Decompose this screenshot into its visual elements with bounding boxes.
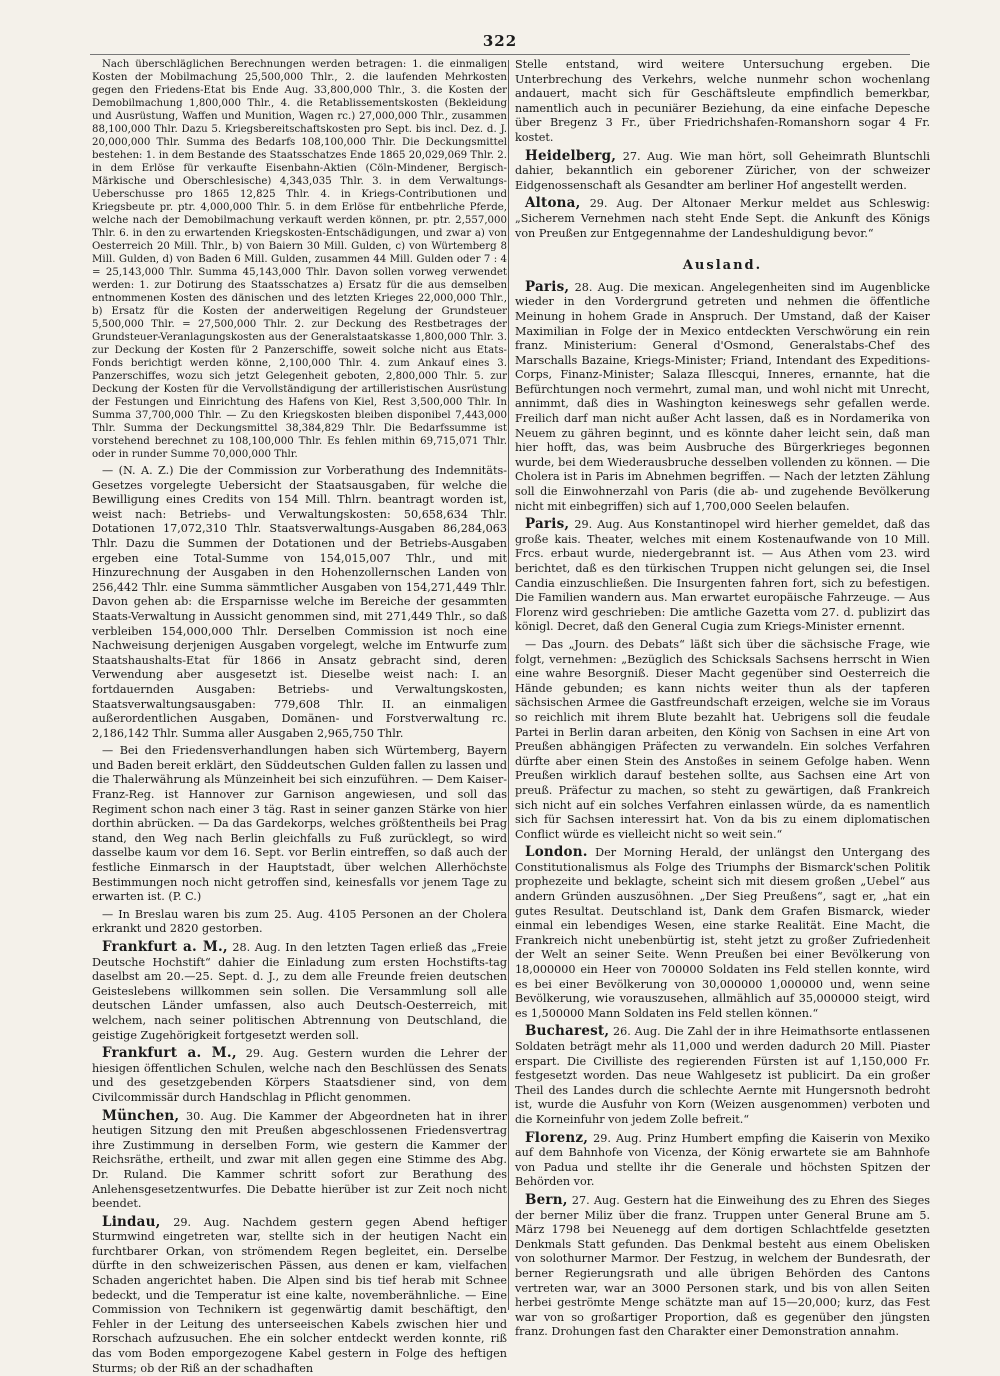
dateline-place: London. (525, 844, 588, 861)
article-text: 27. Aug. Gestern hat die Einweihung des zu Ehren des Sieges der berner Miliz über die franz. Truppen unter General Brune am 5. März 1798 bei Neuenegg auf dem dortigen Schlachtfelde gesetzten Denkmals Statt gefunden. Das Denkmal besteht aus einem Obelisken von solothurner Marmor. Der Festzug, in welchem der Bundesrath, der berner Regierungsrath und alle übrigen Behörden des Cantons vertreten war, war an 3000 Personen stark, und bis von allen Seiten herbei geströmte Menge schätzte man auf 15—20,000; kurz, das Fest war von so großartiger Proportion, daß es gegenüber den jüngsten franz. Drohungen fast den Charakter einer Demonstration annahm. (515, 1193, 930, 1339)
article-text: 30. Aug. Die Kammer der Abgeordneten hat in ihrer heutigen Sitzung den mit Preußen abgeschlossenen Friedensvertrag ihre Zustimmung in derselben Form, wie gestern die Kammer der Reichsräthe, ertheilt, und zwar mit allen gegen eine Stimme des Abg. Dr. Ruland. Die Kammer schritt sofort zur Berathung des Anlehensgesetzentwurfes. Die Debatte hierüber ist zur Zeit noch nicht beendet. (92, 1109, 507, 1211)
article-paragraph (515, 280, 930, 515)
article-paragraph (515, 845, 930, 1021)
article-text: 28. Aug. Die mexican. Angelegenheiten sind im Augenblicke wieder in den Vordergrund getreten und nehmen die öffentliche Meinung in hohem Grade in Anspruch. Der Umstand, daß der Kaiser Maximilian in Folge der in Mexico entdeckten Verschwörung ein rein franz. Ministerium: General d'Osmond, Generalstabs-Chef des Marschalls Bazaine, Kriegs-Minister; Friand, Intendant des Expeditions-Corps, Finanz-Minister; Salaza Illescqui, Inneres, ernannte, hat die Befürchtungen noch vermehrt, zumal man, und wohl nicht mit Unrecht, annimmt, daß dies in Washington keineswegs sehr gefallen werde. Freilich darf man nicht außer Acht lassen, daß es in Nordamerika von Neuem zu gähren beginnt, und es könnte daher leicht sein, daß man hier hofft, das, was beim Ausbruche des Bürgerkrieges begonnen wurde, bei dem Wiederausbruche desselben vollenden zu können. — Die Cholera ist in Paris im Abnehmen begriffen. — Nach der letzten Zählung soll die Einwohnerzahl von Paris (die ab- und zugehende Bevölkerung nicht mit einbegriffen) sich auf 1,700,000 Seelen belaufen. (515, 280, 930, 513)
article-paragraph (92, 1109, 507, 1212)
right-column-bottom (515, 280, 930, 1340)
article-text: 29. Aug. Nachdem gestern gegen Abend heftiger Sturmwind eingetreten war, stellte sich in der heutigen Nacht ein furchtbarer Orkan, von strömendem Regen begleitet, ein. Derselbe dürfte in den schweizerischen Pässen, aus denen er kam, vielfachen Schaden angerichtet haben. Die Alpen sind bis tief herab mit Schnee bedeckt, und die Temperatur ist eine kalte, novemberähnliche. — Eine Commission von Technikern ist gegenwärtig damit beschäftigt, den Fehler in der Leitung des unterseeischen Kabels zwischen hier und Rorschach aufzusuchen. Ehe ein solcher entdeckt werden konnte, riß das vom Boden emporgezogene Kabel gestern in Folge des heftigen Sturms; ob der Riß an der schadhaften (92, 1215, 507, 1375)
right-column-top (515, 58, 930, 241)
section-title-ausland: Ausland. (682, 258, 763, 274)
article-paragraph (92, 1046, 507, 1105)
dateline-place: Frankfurt a. M., (102, 939, 228, 955)
article-paragraph (515, 1193, 930, 1340)
dateline-place: Altona, (525, 195, 581, 212)
dateline-place: Heidelberg, (525, 147, 617, 164)
article-paragraph (92, 908, 507, 937)
article-text: 27. Aug. Wie man hört, soll Geheimrath Bluntschli dahier, bekanntlich ein geborener Züricher, von der schweizer Eidgenossenschaft als Gesandter am berliner Hof angestellt werden. (515, 149, 930, 192)
article-paragraph (515, 517, 930, 635)
article-text: Nach überschläglichen Berechnungen werden betragen: 1. die einmaligen Kosten der Mobilmachung 25,500,000 Thlr., 2. die laufenden Mehrkosten gegen den Friedens-Etat bis Ende Aug. 33,800,000 Thlr., 3. die Kosten der Demobilmachung 1,800,000 Thlr., 4. die Retablissementskosten (Bekleidung und Ausrüstung, Waffen und Munition, Wagen rc.) 27,000,000 Thlr., zusammen 88,100,000 Thlr. Dazu 5. Kriegsbereitschaftskosten pro Sept. bis incl. Dez. d. J. 20,000,000 Thlr. Summa des Bedarfs 108,100,000 Thlr. Die Deckungsmittel bestehen: 1. in dem Bestande des Staatsschatzes Ende 1865 20,029,069 Thlr. 2. in dem Erlöse für verkaufte Eisenbahn-Aktien (Cöln-Mindener, Bergisch-Märkische und Oberschlesische) 4,343,035 Thlr. 3. in dem Verwaltungs-Ueberschusse pro 1865 12,825 Thlr. 4. in Kriegs-Contributionen und Kriegsbeute pr. ptr. 4,000,000 Thlr. 5. in dem Erlöse für entbehrliche Pferde, welche nach der Demobilmachung verkauft werden können, pr. ptr. 2,557,000 Thlr. 6. in den zu erwartenden Kriegskosten-Entschädigungen, und zwar a) von Oesterreich 20 Mill. Thlr., b) von Baiern 30 Mill. Gulden, c) von Würtemberg 8 Mill. Gulden, d) von Baden 6 Mill. Gulden, zusammen 44 Mill. Gulden oder 7 : 4 = 25,143,000 Thlr. Summa 45,143,000 Thlr. Davon sollen vorweg verwendet werden: 1. zur Dotirung des Staatsschatzes a) Ersatz für die aus demselben entnommenen Kosten des dänischen und des letzten Krieges 22,000,000 Thlr., b) Ersatz für die Kosten der anderweitigen Regelung der Grundsteuer 5,500,000 Thlr. = 27,500,000 Thlr. 2. zur Deckung des Restbetrages der Grundsteuer-Veranlagungskosten aus der Generalstaatskasse 1,800,000 Thlr. 3. zur Deckung der Kosten für 2 Panzerschiffe, soweit solche nicht aus Etats-Fonds berichtigt werden könne, 2,100,000 Thlr. 4. zum Ankauf eines 3. Panzerschiffes, wozu sich jetzt Gelegenheit geboten, 2,800,000 Thlr. 5. zur Deckung der Kosten für die Vervollständigung der artilleristischen Ausrüstung der Festungen und Einrichtung des Hafens von Kiel, Rest 3,500,000 Thlr. In Summa 37,700,000 Thlr. — Zu den Kriegskosten bleiben disponibel 7,443,000 Thlr. Summa der Deckungsmittel 38,384,829 Thlr. Die Bedarfssumme ist vorstehend berechnet zu 108,100,000 Thlr. Es fehlen mithin 69,715,071 Thlr. oder in runder Summe 70,000,000 Thlr. (92, 59, 507, 460)
article-text: 29. Aug. Der Altonaer Merkur meldet aus Schleswig: „Sicherem Vernehmen nach steht Ende Sept. die Ankunft des Königs von Preußen zur Entgegennahme der Landeshuldigung bevor.“ (515, 197, 930, 240)
article-paragraph (515, 1024, 930, 1127)
article-text: Stelle entstand, wird weitere Untersuchung ergeben. Die Unterbrechung des Verkehrs, welche nunmehr schon wochenlang andauert, macht sich für Geschäftsleute empfindlich bemerkbar, namentlich auch in pecuniärer Beziehung, da eine einfache Depesche über Bregenz 3 Fr., über Friedrichshafen-Romanshorn sogar 4 Fr. kostet. (515, 58, 930, 144)
article-text: 28. Aug. In den letzten Tagen erließ das „Freie Deutsche Hochstift“ dahier die Einladung zum ersten Hochstifts-tag daselbst am 20.—25. Sept. d. J., zu dem alle Freunde freien deutschen Geisteslebens willkommen sein sollen. Die Versammlung soll alle deutschen Länder umfassen, also auch Deutsch-Oesterreich, mit welchem, nach seiner politischen Abtrennung von Deutschland, die geistige Zugehörigkeit fortgesetzt werden soll. (92, 941, 507, 1042)
dateline-place: Paris, (525, 516, 570, 533)
dateline-place: Bucharest, (525, 1023, 610, 1040)
dateline-place: Florenz, (525, 1129, 589, 1146)
header-rule (90, 54, 910, 55)
article-paragraph (92, 744, 507, 905)
article-text: — In Breslau waren bis zum 25. Aug. 4105 Personen an der Cholera erkrankt und 2820 gestorben. (92, 907, 507, 936)
article-text: — (N. A. Z.) Die der Commission zur Vorberathung des Indemnitäts-Gesetzes vorgelegte Uebersicht der Staatsausgaben, für welche die Bewilligung eines Credits von 154 Mill. Thlrn. beantragt worden ist, weist nach: Betriebs- und Verwaltungskosten: 50,658,634 Thlr. Dotationen 17,072,310 Thlr. Staatsverwaltungs-Ausgaben 86,284,063 Thlr. Dazu die Summen der Dotationen und der Betriebs-Ausgaben ergeben eine Total-Summe von 154,015,007 Thlr., und mit Hinzurechnung der Ausgaben in den Hohenzollernschen Landen von 256,442 Thlr. eine Summa sämmtlicher Ausgaben von 154,271,449 Thlr. Davon gehen ab: die Ersparnisse welche im Bereiche der gesammten Staats-Verwaltung in Aussicht genommen sind, mit 271,449 Thlr., so daß verbleiben 154,000,000 Thlr. Derselben Commission ist noch eine Nachweisung derjenigen Ausgaben vorgelegt, welche im Entwurfe zum Staatshaushalts-Etat für 1866 in Ansatz gebracht sind, deren Verwendung aber ausgesetzt ist. Dieselbe weist nach: I. an fortdauernden Ausgaben: Betriebs- und Verwaltungskosten, Staatsverwaltungsausgaben: 779,608 Thlr. II. an einmaligen außerordentlichen Ausgaben, Domänen- und Forstverwaltung rc. 2,186,142 Thlr. Summa aller Ausgaben 2,965,750 Thlr. (92, 464, 507, 740)
article-text: 29. Aug. Gestern wurden die Lehrer der hiesigen öffentlichen Schulen, welche nach den Beschlüssen des Senats und des gesetzgebenden Körpers Staatsdiener sind, von dem Civilcommissär durch Handschlag in Pflicht genommen. (92, 1047, 507, 1104)
article-text: 29. Aug. Prinz Humbert empfing die Kaiserin von Mexiko auf dem Bahnhofe von Vicenza, der König erwartete sie am Bahnhofe von Padua und stellte ihr die Generale und höchsten Spitzen der Behörden vor. (515, 1131, 930, 1189)
article-paragraph (515, 638, 930, 842)
article-text: 29. Aug. Aus Konstantinopel wird hierher gemeldet, daß das große kais. Theater, welches mit einem Kostenaufwande von 10 Mill. Frcs. erbaut wurde, niedergebrannt ist. — Aus Athen vom 23. wird berichtet, daß es den türkischen Truppen nicht gelungen sei, die Insel Candia einzuschließen. Die Insurgenten fahren fort, sich zu befestigen. Die Familien wandern aus. Man erwartet europäische Fahrzeuge. — Aus Florenz wird geschrieben: Die amtliche Gazetta vom 27. d. publizirt das königl. Decret, daß den General Cugia zum Kriegs-Minister ernennt. (515, 518, 930, 634)
article-text: Der Morning Herald, der unlängst den Untergang des Constitutionalismus als Folge des Triumphs der Bismarck'schen Politik prophezeite und beklagte, scheint sich mit diesem großen „Uebel“ aus andern Gründen auszusöhnen. „Der Sieg Preußens“, sagt er, „hat ein gutes Resultat. Deutschland ist, Dank dem Grafen Bismarck, wieder einmal ein lebendiges Wesen, eine starke Realität. Eine Macht, die Frankreich nicht unebenbürtig ist, steht jetzt zu großer Zufriedenheit der Welt an seiner Seite. Wenn Preußen bei einer Bevölkerung von 18,000000 ein Heer von 700000 Soldaten ins Feld stellen konnte, wird es bei einer Bevölkerung von 30,000000 1,000000 und, wenn seine Bevölkerung, wie vorauszusehen, allmählich auf 35,000000 steigt, wird es 1,500000 Mann Soldaten ins Feld stellen können.“ (515, 846, 930, 1020)
column-divider (508, 60, 509, 1310)
article-paragraph (515, 1131, 930, 1190)
article-text: 26. Aug. Die Zahl der in ihre Heimathsorte entlassenen Soldaten beträgt mehr als 11,000 und werden dadurch 20 Mill. Piaster erspart. Die Civilliste des regierenden Fürsten ist auf 1,150,000 Fr. festgesetzt worden. Das neue Wahlgesetz ist publicirt. Da ein großer Theil des Landes durch die schlechte Aernte mit Hungersnoth bedroht ist, wurde die Ausfuhr von Korn (Weizen ausgenommen) verboten und die Korneinfuhr von jedem Zolle befreit.“ (515, 1025, 930, 1126)
page-number: 322 (482, 32, 518, 50)
dateline-place: Frankfurt a. M., (102, 1045, 237, 1062)
article-paragraph (92, 1215, 507, 1376)
right-column (515, 58, 930, 1339)
article-text: — Das „Journ. des Debats“ läßt sich über die sächsische Frage, wie folgt, vernehmen: „Bezüglich des Schicksals Sachsens herrscht in Wien eine wahre Besorgniß. Dieser Macht gegenüber sind Oesterreich die Hände gebunden; es kann nichts weiter thun als der tapferen sächsischen Armee die Gastfreundschaft erzeigen, welche sie im Voraus so reichlich mit ihrem Blute bezahlt hat. Uebrigens soll die feudale Partei in Berlin daran arbeiten, den König von Sachsen in eine Art von Preußen abhängigen Präfecten zu verwandeln. Ein solches Verfahren dürfte aber einen Stein des Anstoßes in seinem Gefolge haben. Wenn Preußen wirklich darauf bestehen sollte, aus Sachsen eine Art von preuß. Präfectur zu machen, so steht zu gewärtigen, daß Frankreich sich nicht auf ein solches Verfahren einlassen würde, da es namentlich sich für Sachsen interessirt hat. Von da bis zu einem diplomatischen Conflict würde es vielleicht nicht so weit sein.“ (515, 637, 930, 841)
article-paragraph (515, 196, 930, 241)
article-paragraph (515, 149, 930, 194)
dateline-place: Lindau, (102, 1213, 161, 1230)
dateline-place: Bern, (525, 1191, 568, 1208)
article-paragraph (92, 58, 507, 461)
article-text: — Bei den Friedensverhandlungen haben sich Würtemberg, Bayern und Baden bereit erklärt, den Süddeutschen Gulden fallen zu lassen und die Thalerwährung als Münzeinheit bei sich einzuführen. — Dem Kaiser-Franz-Reg. ist Hannover zur Garnison angewiesen, und soll das Regiment schon nach einer 3 täg. Rast in seiner ganzen Stärke von hier dorthin abrücken. — Da das Gardekorps, welches größtentheils bei Prag stand, den Weg nach Berlin gleichfalls zu Fuß zurücklegt, so wird dasselbe kaum vor dem 16. Sept. vor Berlin eintreffen, so daß auch der festliche Einmarsch in der Hauptstadt, über welchen Allerhöchste Bestimmungen noch nicht getroffen sind, keinesfalls vor jenem Tage zu erwarten ist. (P. C.) (92, 744, 507, 904)
dateline-place: Paris, (525, 278, 570, 295)
dateline-place: München, (102, 1107, 180, 1124)
article-paragraph (92, 940, 507, 1043)
article-paragraph (515, 58, 930, 146)
left-column (92, 58, 507, 1375)
article-paragraph (92, 464, 507, 741)
